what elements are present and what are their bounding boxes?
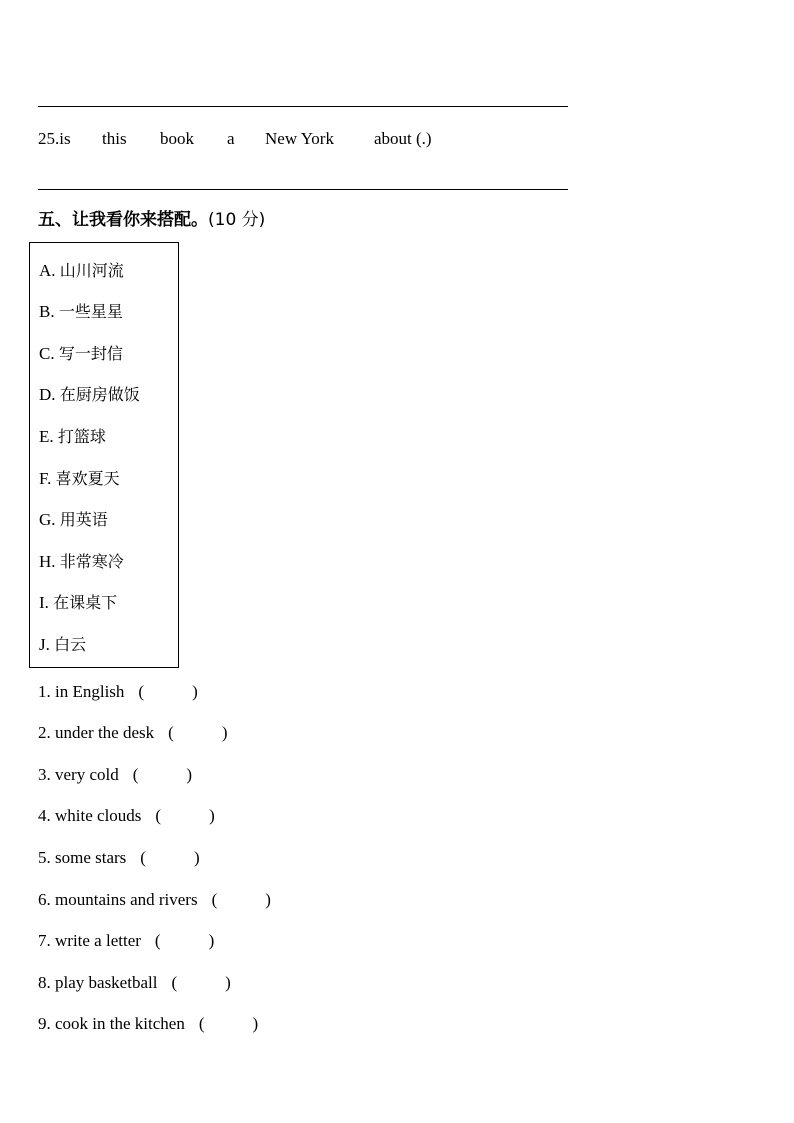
- match-question-5: [38, 848, 200, 868]
- section-score: (10 分): [208, 210, 266, 230]
- scramble-word-is: is: [59, 129, 71, 148]
- answer-line-25[interactable]: [38, 189, 568, 190]
- option-j: [39, 635, 86, 655]
- close-paren: ): [221, 723, 228, 742]
- open-paren: (: [138, 682, 145, 701]
- question-text: 5. some stars: [38, 848, 127, 867]
- close-paren: ): [208, 931, 215, 950]
- answer-blank[interactable]: [155, 806, 214, 826]
- option-letter: D.: [39, 385, 56, 404]
- close-paren: ): [192, 682, 198, 701]
- option-text: 打篮球: [57, 427, 106, 446]
- option-h: [39, 552, 124, 572]
- option-letter: B.: [39, 302, 55, 321]
- option-b: [39, 302, 123, 322]
- match-question-3: [38, 765, 192, 785]
- close-paren: ): [265, 890, 271, 909]
- option-text: 写一封信: [58, 344, 123, 363]
- scramble-word-new-york: New York: [265, 129, 334, 148]
- question-text: 8. play basketball: [38, 973, 158, 992]
- option-text: 用英语: [59, 510, 108, 529]
- option-d: [39, 385, 140, 405]
- option-text: 一些星星: [58, 302, 123, 321]
- options-box: [29, 242, 179, 668]
- option-letter: I.: [39, 593, 49, 612]
- option-letter: J.: [39, 635, 50, 654]
- option-c: [39, 344, 123, 364]
- option-f: [39, 469, 120, 489]
- option-letter: G.: [39, 510, 56, 529]
- match-question-6: [38, 890, 271, 910]
- question-text: 2. under the desk: [38, 723, 155, 742]
- option-text: 在厨房做饭: [59, 385, 140, 404]
- match-question-2: [38, 723, 227, 743]
- close-paren: ): [225, 973, 231, 992]
- answer-blank[interactable]: [171, 973, 230, 993]
- match-question-9: [38, 1014, 258, 1034]
- question-text: 6. mountains and rivers: [38, 890, 198, 909]
- answer-blank[interactable]: [140, 848, 199, 868]
- open-paren: (: [168, 723, 174, 742]
- question-text: 4. white clouds: [38, 806, 142, 825]
- match-question-4: [38, 806, 215, 826]
- open-paren: (: [171, 973, 178, 992]
- answer-blank[interactable]: [133, 765, 192, 785]
- option-text: 山川河流: [59, 261, 124, 280]
- close-paren: ): [193, 848, 200, 867]
- option-letter: A.: [39, 261, 56, 280]
- question-text: 3. very cold: [38, 765, 119, 784]
- option-text: 喜欢夏天: [55, 469, 120, 488]
- option-g: [39, 510, 108, 530]
- answer-blank[interactable]: [212, 890, 271, 910]
- answer-line-24: [38, 106, 568, 107]
- answer-blank[interactable]: [138, 682, 197, 702]
- section-heading: 五、让我看你来搭配。: [38, 210, 208, 230]
- open-paren: (: [198, 1014, 205, 1033]
- question-text: 7. write a letter: [38, 931, 141, 950]
- answer-blank[interactable]: [199, 1014, 258, 1034]
- question-text: 1. in English: [38, 682, 125, 701]
- scramble-word-this: this: [102, 129, 127, 148]
- close-paren: ): [252, 1014, 259, 1033]
- match-question-8: [38, 973, 231, 993]
- open-paren: (: [211, 890, 218, 909]
- question-text: 9. cook in the kitchen: [38, 1014, 185, 1033]
- scramble-word-about: about (.): [374, 129, 432, 148]
- question-number: 25.: [38, 129, 60, 148]
- option-letter: E.: [39, 427, 54, 446]
- section-title: [38, 209, 265, 231]
- open-paren: (: [140, 848, 146, 867]
- close-paren: ): [186, 765, 193, 784]
- scramble-word-a: a: [227, 129, 235, 148]
- match-question-7: [38, 931, 214, 951]
- option-letter: H.: [39, 552, 56, 571]
- scramble-word-book: book: [160, 129, 194, 148]
- option-letter: F.: [39, 469, 52, 488]
- answer-blank[interactable]: [168, 723, 227, 743]
- option-a: [39, 261, 124, 281]
- option-e: [39, 427, 106, 447]
- option-text: 在课桌下: [53, 593, 118, 612]
- close-paren: ): [209, 806, 215, 825]
- option-letter: C.: [39, 344, 55, 363]
- option-text: 非常寒冷: [59, 552, 124, 571]
- open-paren: (: [132, 765, 139, 784]
- option-i: [39, 593, 117, 613]
- option-text: 白云: [54, 635, 87, 654]
- open-paren: (: [155, 806, 162, 825]
- answer-blank[interactable]: [155, 931, 214, 951]
- open-paren: (: [154, 931, 161, 950]
- scramble-word: [38, 129, 71, 149]
- match-question-1: [38, 682, 198, 702]
